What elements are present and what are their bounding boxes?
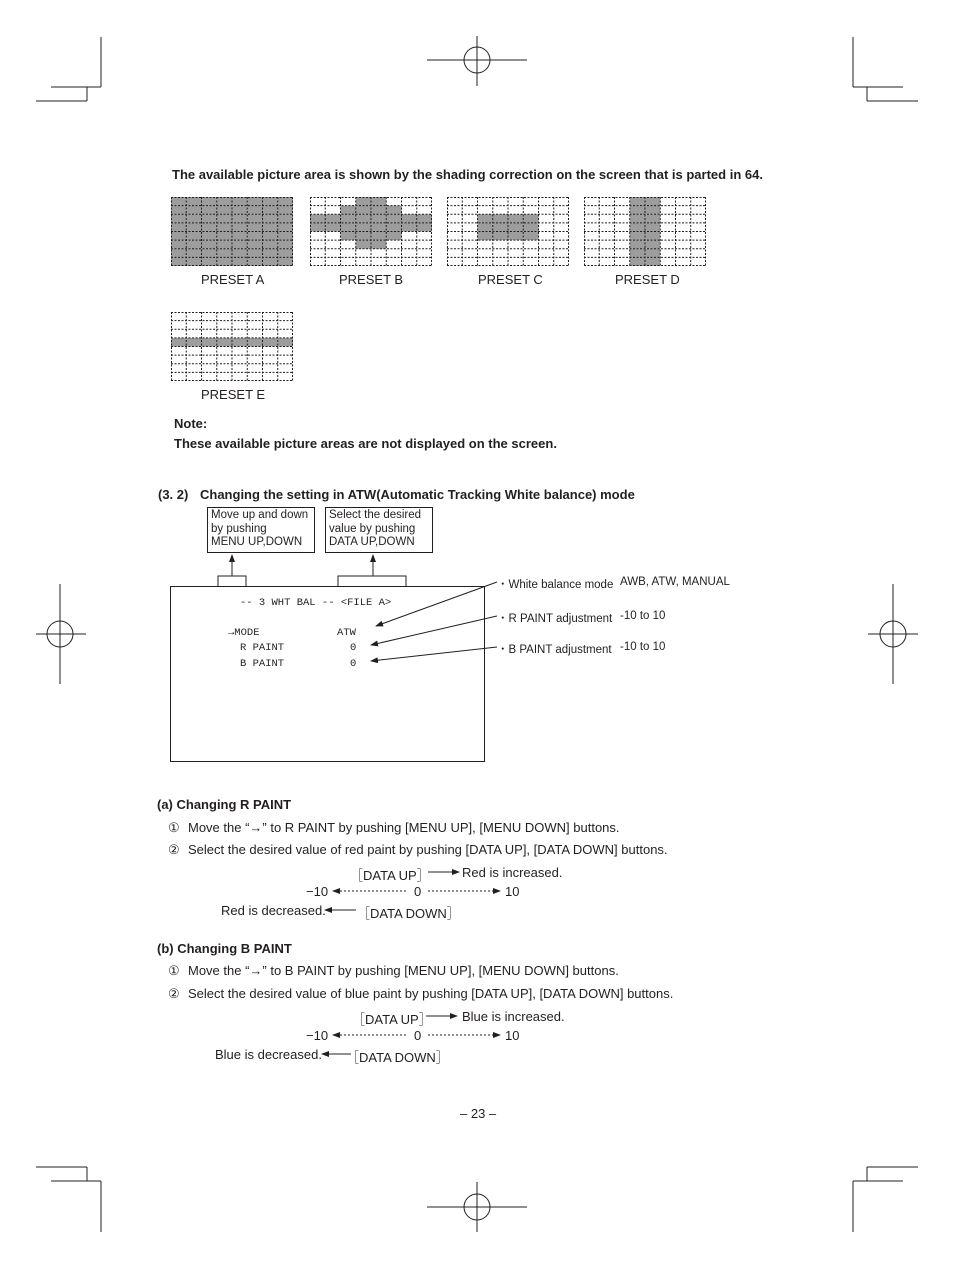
r-paint-data-down: ［DATA DOWN］ xyxy=(357,906,460,921)
screen-b-paint-label: B PAINT xyxy=(240,658,285,670)
callout-line: value by pushing xyxy=(329,522,416,535)
r-paint-zero: 0 xyxy=(414,884,422,899)
preset-c-label: PRESET C xyxy=(478,272,543,287)
r-paint-min: −10 xyxy=(306,884,329,899)
preset-a-label: PRESET A xyxy=(201,272,265,287)
preset-d-label: PRESET D xyxy=(615,272,680,287)
screen-mode-value: ATW xyxy=(337,627,356,639)
callout-line: Move up and down xyxy=(211,509,309,521)
r-paint-max: 10 xyxy=(505,884,520,899)
r-paint-step2: Select the desired value of red paint by pushing [DATA UP], [DATA DOWN] buttons. xyxy=(188,842,668,857)
r-paint-data-up: ［DATA UP］ xyxy=(350,868,430,883)
b-paint-increased: Blue is increased. xyxy=(462,1009,565,1024)
intro-text: The available picture area is shown by the shading correction on the screen that is parted in 64. xyxy=(172,167,763,182)
r-paint-decreased: Red is decreased. xyxy=(221,903,326,918)
annotation-b-paint-range: -10 to 10 xyxy=(620,641,666,653)
note-title: Note: xyxy=(174,416,208,431)
screen-mode-label: →MODE xyxy=(228,627,260,639)
callout-line: MENU UP,DOWN xyxy=(211,536,303,548)
page-number: – 23 – xyxy=(460,1106,497,1121)
r-paint-increased: Red is increased. xyxy=(462,865,563,880)
annotation-r-paint-range: -10 to 10 xyxy=(620,610,666,622)
b-paint-data-up: ［DATA UP］ xyxy=(352,1012,432,1027)
annotation-wb-mode-label: ・White balance mode xyxy=(497,579,614,591)
r-paint-step2-mark: ② xyxy=(168,842,180,857)
preset-e-label: PRESET E xyxy=(201,387,266,402)
r-paint-step1: Move the “→” to R PAINT by pushing [MENU UP], [MENU DOWN] buttons. xyxy=(188,820,620,835)
b-paint-step1: Move the “→” to B PAINT by pushing [MENU UP], [MENU DOWN] buttons. xyxy=(188,963,619,978)
annotation-b-paint-label: ・B PAINT adjustment xyxy=(497,644,612,656)
bullet-icon: ・ xyxy=(497,644,509,656)
callout-line: Select the desired xyxy=(329,509,422,521)
screen-r-paint-label: R PAINT xyxy=(240,642,285,654)
b-paint-heading: (b) Changing B PAINT xyxy=(157,941,292,956)
b-paint-step1-mark: ① xyxy=(168,963,180,978)
callout-line: by pushing xyxy=(211,522,267,535)
b-paint-max: 10 xyxy=(505,1028,520,1043)
section-number: (3. 2) xyxy=(158,487,189,502)
callout-line: DATA UP,DOWN xyxy=(329,536,415,548)
r-paint-heading: (a) Changing R PAINT xyxy=(157,797,292,812)
screen-b-paint-value: 0 xyxy=(350,658,357,670)
screen-header: -- 3 WHT BAL -- <FILE A> xyxy=(240,597,392,609)
b-paint-min: −10 xyxy=(306,1028,329,1043)
bullet-icon: ・ xyxy=(497,579,509,591)
annotation-r-paint-label: ・R PAINT adjustment xyxy=(497,613,613,625)
b-paint-data-down: ［DATA DOWN］ xyxy=(346,1050,449,1065)
screen-r-paint-value: 0 xyxy=(350,642,357,654)
section-title: Changing the setting in ATW(Automatic Tracking White balance) mode xyxy=(200,487,635,502)
r-paint-step1-mark: ① xyxy=(168,820,180,835)
b-paint-step2-mark: ② xyxy=(168,986,180,1001)
b-paint-zero: 0 xyxy=(414,1028,422,1043)
b-paint-step2: Select the desired value of blue paint by pushing [DATA UP], [DATA DOWN] buttons. xyxy=(188,986,674,1001)
preset-b-label: PRESET B xyxy=(339,272,404,287)
bullet-icon: ・ xyxy=(497,613,509,625)
note-text: These available picture areas are not displayed on the screen. xyxy=(174,436,557,451)
annotation-wb-mode-range: AWB, ATW, MANUAL xyxy=(620,576,730,588)
b-paint-decreased: Blue is decreased. xyxy=(215,1047,322,1062)
